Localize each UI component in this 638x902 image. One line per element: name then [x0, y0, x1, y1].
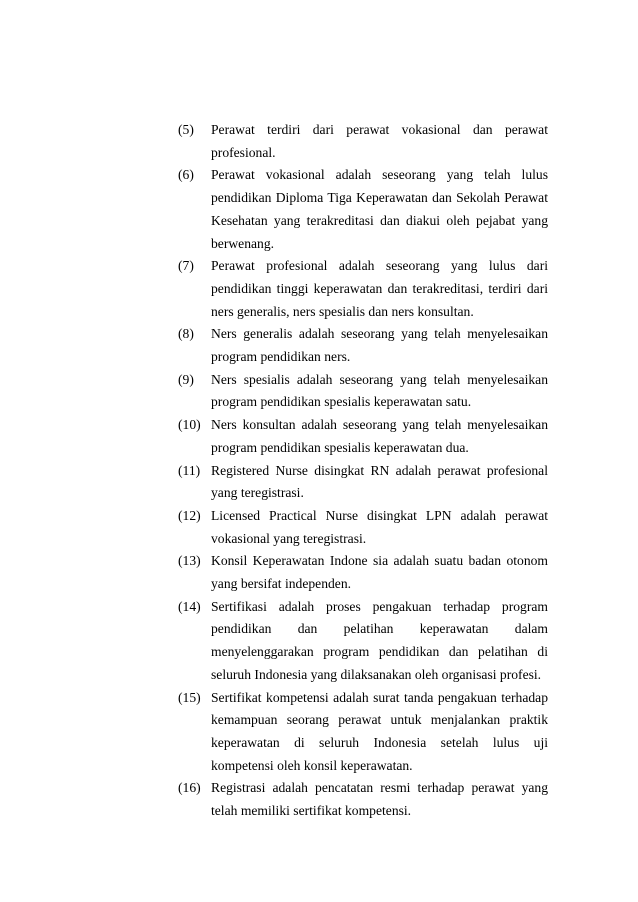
list-item — [178, 505, 548, 550]
list-item — [178, 119, 548, 164]
item-text: Licensed Practical Nurse disingkat LPN adalah perawat vokasional yang teregistrasi. — [211, 507, 548, 546]
item-number: (10) — [178, 417, 201, 433]
item-text: Sertifikasi adalah proses pengakuan terhadap program pendidikan dan pelatihan keperawatan dalam menyelenggarakan program pendidikan dan pelatihan di seluruh Indonesia yang dilaksanakan oleh organisasi profesi. — [211, 598, 548, 682]
item-number: (8) — [178, 326, 194, 342]
item-number: (14) — [178, 598, 201, 614]
item-number: (15) — [178, 689, 201, 705]
item-text: Ners konsultan adalah seseorang yang telah menyelesaikan program pendidikan spesialis keperawatan dua. — [211, 417, 548, 455]
item-number: (9) — [178, 371, 194, 387]
item-number: (13) — [178, 553, 201, 569]
item-text: Ners generalis adalah seseorang yang telah menyelesaikan program pendidikan ners. — [211, 326, 548, 365]
list-item — [178, 596, 548, 687]
item-text: Registrasi adalah pencatatan resmi terhadap perawat yang telah memiliki sertifikat kompetensi. — [211, 780, 548, 819]
item-text: Ners spesialis adalah seseorang yang telah menyelesaikan program pendidikan spesialis keperawatan satu. — [211, 371, 548, 410]
item-text: Konsil Keperawatan Indone sia adalah suatu badan otonom yang bersifat independen. — [211, 553, 548, 592]
item-number: (12) — [178, 507, 201, 523]
item-number: (6) — [178, 167, 194, 183]
list-item — [178, 323, 548, 368]
item-number: (16) — [178, 780, 201, 796]
list-item — [178, 164, 548, 255]
list-item — [178, 460, 548, 505]
list-item — [178, 255, 548, 323]
item-text: Perawat terdiri dari perawat vokasional dan perawat profesional. — [211, 122, 548, 160]
item-text: Perawat profesional adalah seseorang yang lulus dari pendidikan tinggi keperawatan dan terakreditasi, terdiri dari ners generalis, ners spesialis dan ners konsultan. — [211, 258, 548, 319]
item-text: Perawat vokasional adalah seseorang yang telah lulus pendidikan Diploma Tiga Keperawatan dan Sekolah Perawat Kesehatan yang terakreditasi dan diakui oleh pejabat yang berwenang. — [211, 167, 548, 251]
item-text: Registered Nurse disingkat RN adalah perawat profesional yang teregistrasi. — [211, 462, 548, 501]
item-number: (7) — [178, 258, 194, 274]
list-item — [178, 777, 548, 822]
definition-list — [178, 119, 548, 823]
item-number: (11) — [178, 462, 201, 478]
item-text: Sertifikat kompetensi adalah surat tanda pengakuan terhadap kemampuan seorang perawat untuk menjalankan praktik keperawatan di seluruh Indonesia setelah lulus uji kompetensi oleh konsil keperawatan. — [211, 689, 548, 773]
list-item — [178, 687, 548, 778]
list-item — [178, 550, 548, 595]
item-number: (5) — [178, 122, 194, 137]
list-item — [178, 414, 548, 459]
list-item — [178, 369, 548, 414]
